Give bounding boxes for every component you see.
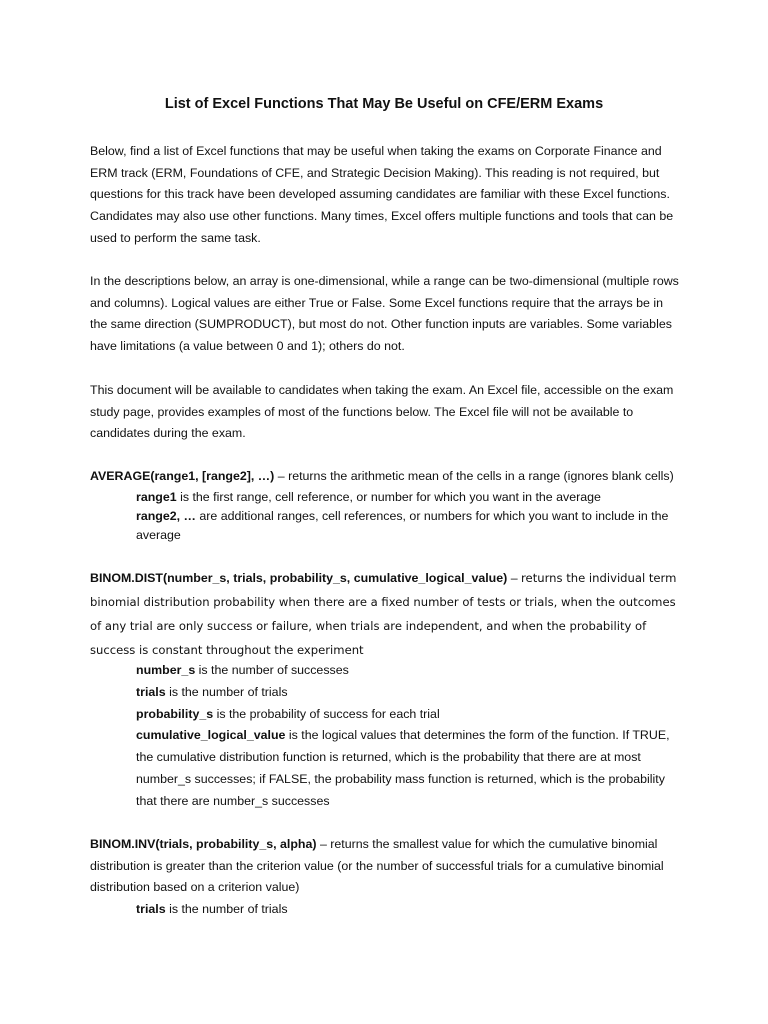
argument-name: number_s: [136, 663, 196, 677]
intro-paragraph-2: In the descriptions below, an array is one-dimensional, while a range can be two-dimensional (multiple rows and columns). Logical values are either True or False. Some Excel functions require that the arrays be in the same direction (SUMPRODUCT), but most do not. Other function inputs are variables. Some variables have limitations (a value between 0 and 1); others do not.: [90, 274, 679, 354]
argument-item: [136, 660, 681, 682]
argument-list: [136, 488, 681, 545]
argument-name: range1: [136, 490, 177, 504]
argument-item: [136, 507, 681, 545]
argument-name: trials: [136, 684, 166, 699]
argument-description: is the number of trials: [165, 902, 288, 916]
function-signature: BINOM.INV(trials, probability_s, alpha): [90, 837, 317, 851]
argument-list: [136, 660, 681, 813]
function-entry-binom-inv: [90, 834, 680, 899]
argument-description: is the probability of success for each trial: [213, 706, 440, 721]
function-signature: BINOM.DIST(number_s, trials, probability_s, cumulative_logical_value): [90, 571, 508, 585]
function-description-dash: –: [507, 571, 522, 585]
function-description: – returns the arithmetic mean of the cells in a range (ignores blank cells): [274, 469, 674, 483]
argument-description: is the number of successes: [195, 663, 349, 677]
function-entry-binom-dist: [90, 566, 680, 662]
argument-item: [136, 899, 681, 921]
argument-name: range2, …: [136, 509, 196, 523]
function-description: returns the individual term binomial distribution probability when there are a fixed number of tests or trials, when the outcomes of any trial are only success or failure, when trials are independent, and when the probability of success is constant throughout the experiment: [90, 571, 677, 657]
page-title: List of Excel Functions That May Be Useful on CFE/ERM Exams: [164, 96, 604, 112]
function-entry-average: [90, 466, 680, 488]
argument-description: are additional ranges, cell references, or numbers for which you want to include in the average: [136, 509, 669, 542]
argument-item: [136, 704, 681, 726]
argument-name: probability_s: [136, 706, 214, 721]
argument-item: [136, 488, 681, 507]
function-signature: AVERAGE(range1, [range2], …): [90, 469, 275, 483]
argument-item: [136, 725, 681, 812]
argument-name: cumulative_logical_value: [136, 728, 286, 743]
argument-item: [136, 682, 681, 704]
argument-list: [136, 899, 681, 921]
argument-name: trials: [136, 902, 166, 916]
function-description: – returns the smallest value for which the cumulative binomial distribution is greater than the criterion value (or the number of successful trials for a cumulative binomial distribution based on a criterion value): [90, 837, 664, 895]
argument-description: is the number of trials: [165, 684, 288, 699]
intro-paragraph-3: This document will be available to candidates when taking the exam. An Excel file, accessible on the exam study page, provides examples of most of the functions below. The Excel file will not be available to candidates during the exam.: [90, 383, 674, 441]
argument-description: is the logical values that determines the form of the function. If TRUE, the cumulative distribution function is returned, which is the probability that there are at most number_s successes; if FALSE, the probability mass function is returned, which is the probability that there are number_s successes: [136, 728, 670, 808]
argument-description: is the first range, cell reference, or number for which you want in the average: [176, 490, 601, 504]
intro-paragraph-1: Below, find a list of Excel functions that may be useful when taking the exams on Corporate Finance and ERM track (ERM, Foundations of CFE, and Strategic Decision Making). This reading is not required, but questions for this track have been developed assuming candidates are familiar with these Excel functions. Candidates may also use other functions. Many times, Excel offers multiple functions and tools that can be used to perform the same task.: [90, 144, 674, 245]
